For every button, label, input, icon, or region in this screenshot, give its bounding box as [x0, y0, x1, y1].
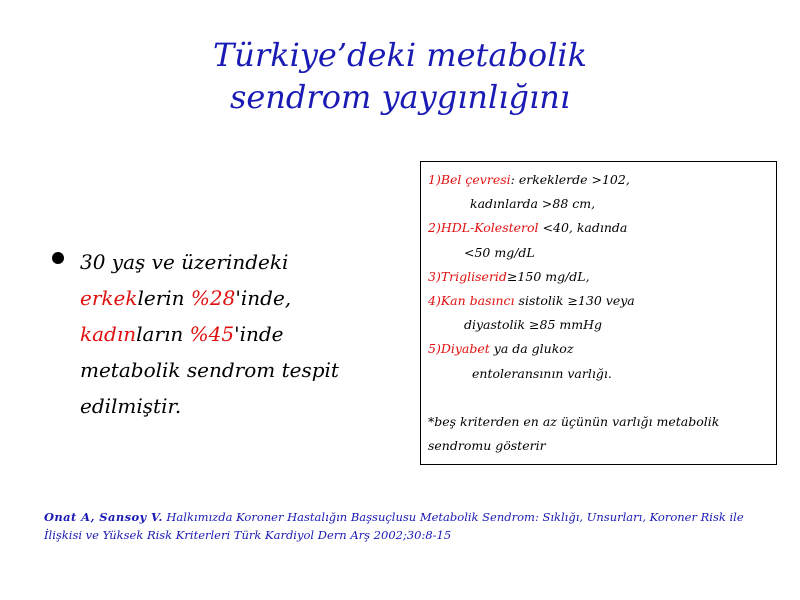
criteria-footnote-line2: sendromu gösterir: [428, 438, 546, 454]
criteria-footnote-line1: *beş kriterden en az üçünün varlığı metabolik: [428, 413, 720, 429]
bullet-highlight-erkek: erkek: [80, 286, 138, 310]
bullet-text-part: 'inde,: [235, 286, 292, 310]
bullet-text-part: lerin: [137, 286, 191, 310]
criteria-label: 5)Diyabet: [428, 341, 490, 357]
reference-text: Halkımızda Koroner Hastalığın Başsuçlusu Metabolik Sendrom: Sıklığı, Unsurları, Koroner Risk ile İlişkisi ve Yüksek Risk Kriterleri Türk Kardiyol Dern Arş 2002;30:8-15: [44, 510, 744, 542]
criteria-label: 4)Kan basıncı: [428, 293, 515, 309]
bullet-highlight-male-percent: %28: [190, 286, 236, 310]
reference-authors: Onat A, Sansoy V.: [44, 510, 163, 524]
bullet-text-part: 30 yaş ve üzerindeki: [80, 250, 289, 274]
bullet-highlight-kadin: kadın: [80, 322, 137, 346]
criteria-triglyceride: [428, 265, 770, 289]
criteria-waist: [428, 168, 770, 192]
bullet-point: [48, 244, 378, 424]
criteria-text: <40, kadında: [538, 220, 628, 236]
title-line-2: sendrom yaygınlığını: [229, 78, 571, 116]
criteria-label: 2)HDL-Kolesterol: [428, 220, 539, 236]
criteria-blood-pressure-cont: diyastolik ≥85 mmHg: [464, 317, 602, 333]
criteria-text: : erkeklerde >102,: [510, 172, 630, 187]
bullet-highlight-female-percent: %45: [189, 322, 235, 346]
slide-title: [0, 34, 800, 118]
bullet-text-part: ların: [136, 322, 190, 346]
bullet-text: [80, 244, 378, 424]
criteria-diabetes-cont: entoleransının varlığı.: [472, 365, 612, 381]
reference-citation: [44, 508, 764, 544]
criteria-hdl-cont: <50 mg/dL: [464, 244, 535, 260]
title-line-1: Türkiye’deki metabolik: [212, 36, 588, 74]
criteria-waist-cont: kadınlarda >88 cm,: [470, 196, 596, 212]
criteria-text: sistolik ≥130 veya: [514, 293, 635, 309]
criteria-blood-pressure: [428, 289, 770, 313]
criteria-diabetes: [428, 337, 770, 361]
bullet-dot-icon: [52, 252, 64, 264]
criteria-label: 1)Bel çevresi: [428, 172, 511, 187]
criteria-text: ya da glukoz: [489, 341, 574, 357]
criteria-hdl: [428, 216, 770, 240]
criteria-spacer: [428, 386, 770, 410]
bullet-text-part: 'inde metabolik sendrom tespit edilmiştir.: [80, 322, 339, 418]
criteria-box: [420, 161, 777, 465]
criteria-label: 3)Trigliserid: [428, 268, 507, 284]
criteria-text: ≥150 mg/dL,: [506, 268, 590, 284]
